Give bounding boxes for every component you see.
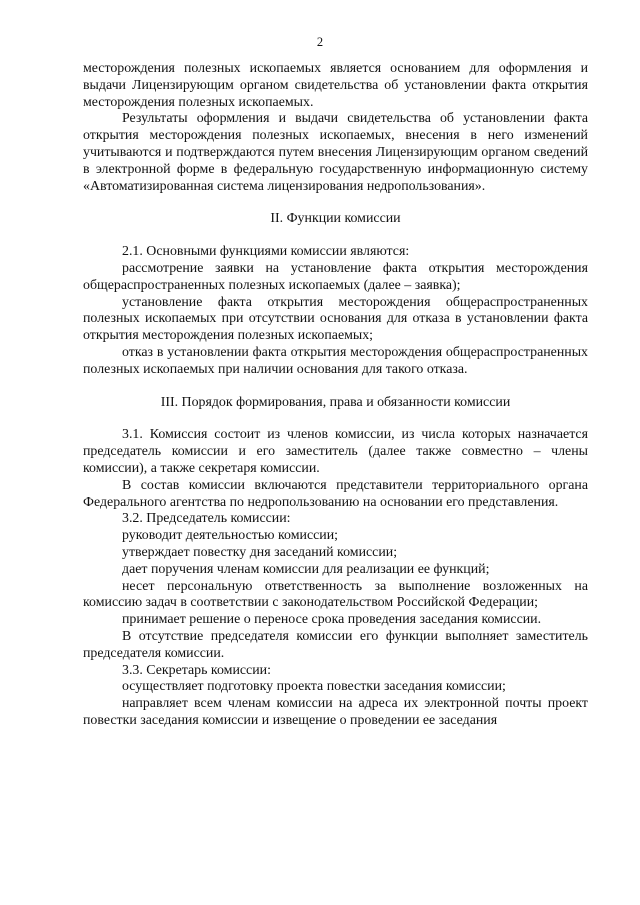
section-heading: III. Порядок формирования, права и обязанности комиссии <box>160 394 511 410</box>
paragraph: рассмотрение заявки на установление факта открытия месторождения общераспространенных полезных ископаемых (далее – заявка); <box>83 260 588 293</box>
paragraph: принимает решение о переносе срока проведения заседания комиссии. <box>122 612 542 628</box>
paragraph: В состав комиссии включаются представители территориального органа Федерального агентства по недропользованию на основании его представления. <box>83 477 588 510</box>
paragraph: месторождения полезных ископаемых является основанием для оформления и выдачи Лицензирующим органом свидетельства об установлении факта открытия месторождения полезных ископаемых. <box>83 61 588 110</box>
paragraph: несет персональную ответственность за выполнение возложенных на комиссию задач в соответствии с законодательством Российской Федерации; <box>83 578 588 611</box>
page-number: 2 <box>316 35 324 49</box>
paragraph: В отсутствие председателя комиссии его функции выполняет заместитель председателя комиссии. <box>83 628 588 661</box>
section-heading: II. Функции комиссии <box>270 211 401 227</box>
paragraph: Результаты оформления и выдачи свидетельства об установлении факта открытия месторождения полезных ископаемых, внесения в него изменений учитываются и подтверждаются путем внесения Лицензирующим органом сведений в электронной форме в федеральную государственную информационную систему «Автоматизированная система лицензирования недропользования». <box>83 111 588 194</box>
document-body <box>83 61 588 730</box>
paragraph: дает поручения членам комиссии для реализации ее функций; <box>122 561 490 577</box>
paragraph: утверждает повестку дня заседаний комиссии; <box>122 544 398 560</box>
paragraph: 3.2. Председатель комиссии: <box>122 511 291 527</box>
paragraph: 2.1. Основными функциями комиссии являются: <box>122 244 410 260</box>
paragraph: 3.3. Секретарь комиссии: <box>122 662 271 678</box>
paragraph: отказ в установлении факта открытия месторождения общераспространенных полезных ископаемых при наличии основания для такого отказа. <box>83 344 588 377</box>
paragraph: направляет всем членам комиссии на адреса их электронной почты проект повестки заседания комиссии и извещение о проведении ее заседания <box>83 696 588 728</box>
paragraph: установление факта открытия месторождения общераспространенных полезных ископаемых при отсутствии основания для отказа в установлении факта открытия месторождения полезных ископаемых; <box>83 294 588 344</box>
paragraph: руководит деятельностью комиссии; <box>122 528 339 544</box>
paragraph: осуществляет подготовку проекта повестки заседания комиссии; <box>122 679 506 695</box>
paragraph: 3.1. Комиссия состоит из членов комиссии, из числа которых назначается председатель комиссии и его заместитель (далее также совместно – члены комиссии), а также секретаря комиссии. <box>83 427 588 476</box>
